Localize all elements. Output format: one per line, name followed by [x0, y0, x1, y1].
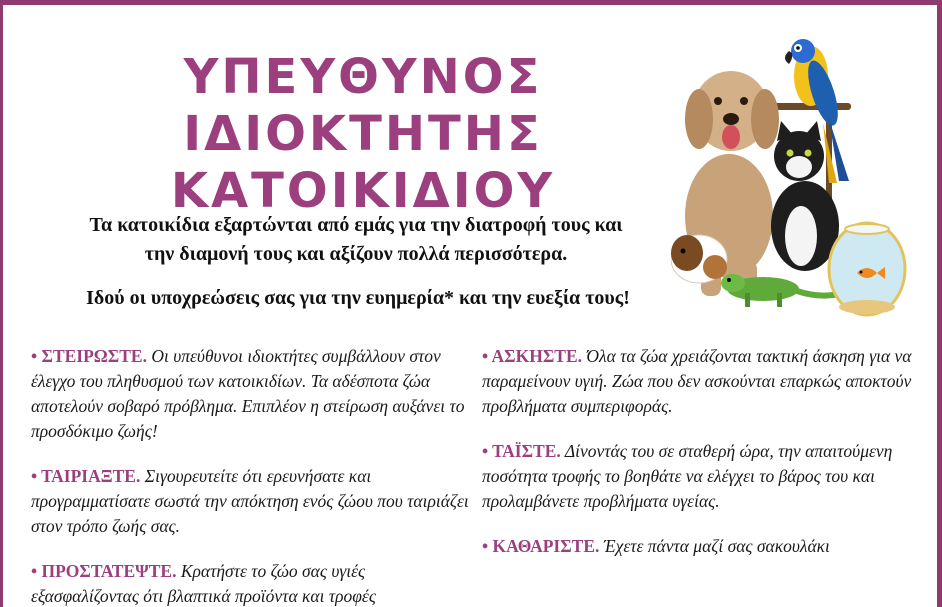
list-item — [482, 439, 922, 514]
guinea-pig-icon — [671, 235, 727, 283]
left-column — [31, 344, 471, 607]
item-lead: • ΠΡΟΣΤΑΤΕΨΤΕ. — [31, 561, 177, 581]
list-item — [31, 464, 471, 539]
lizard-icon — [721, 274, 843, 307]
pets-illustration — [671, 31, 923, 331]
list-item — [482, 534, 922, 559]
item-lead: • ΣΤΕΙΡΩΣΤΕ. — [31, 346, 147, 366]
list-item — [482, 344, 922, 419]
item-text: Οι υπεύθυνοι ιδιοκτήτες συμβάλλουν στον έλεγχο του πληθυσμού των κατοικιδίων. Τα αδέσποτα ζώα αποτελούν σοβαρό πρόβλημα. Επιπλέον η στείρωση αυξάνει το προσδόκιμο ζωής! — [31, 346, 465, 441]
intro-paragraph — [31, 211, 681, 269]
intro-line-2: την διαμονή τους και αξίζουν πολλά περισσότερα. — [144, 243, 568, 265]
item-text: Όλα τα ζώα χρειάζονται τακτική άσκηση για να παραμείνουν υγιή. Ζώα που δεν ασκούνται επαρκώς αποκτούν προβλήματα συμπεριφοράς. — [482, 346, 912, 416]
page-title — [3, 49, 723, 220]
list-item — [31, 344, 471, 444]
title-line-3: ΚΑΤΟΙΚΙΔΙΟΥ — [170, 163, 556, 219]
item-text: Σιγουρευτείτε ότι ερευνήσατε και προγραμματίσατε σωστά την απόκτηση ενός ζώου που ταιριάζει στον τρόπο ζωής σας. — [31, 466, 469, 536]
item-text: Έχετε πάντα μαζί σας σακουλάκι — [599, 536, 830, 556]
duties-heading: Ιδού οι υποχρεώσεις σας για την ευημερία* και την ευεξία τους! — [86, 287, 630, 309]
item-text: Κρατήστε το ζώο σας υγιές εξασφαλίζοντας ότι βλαπτικά προϊόντα και τροφές — [31, 561, 376, 606]
item-text: Δίνοντάς του σε σταθερή ώρα, την απαιτούμενη ποσότητα τροφής το βοηθάτε να ελέγχει το βάρος του και προλαμβάνετε προβλήματα υγείας. — [482, 441, 893, 511]
item-lead: • ΑΣΚΗΣΤΕ. — [482, 346, 583, 366]
item-lead: • ΤΑΙΡΙΑΞΤΕ. — [31, 466, 141, 486]
fishbowl-icon — [829, 223, 905, 315]
title-line-2: ΙΔΙΟΚΤΗΤΗΣ — [183, 106, 543, 162]
title-line-1: ΥΠΕΥΘΥΝΟΣ — [183, 49, 543, 105]
item-lead: • ΚΑΘΑΡΙΣΤΕ. — [482, 536, 600, 556]
list-item — [31, 559, 471, 607]
intro-line-1: Τα κατοικίδια εξαρτώνται από εμάς για την διατροφή τους και — [89, 214, 623, 236]
right-column — [482, 344, 922, 579]
item-lead: • ΤΑΪΣΤΕ. — [482, 441, 561, 461]
